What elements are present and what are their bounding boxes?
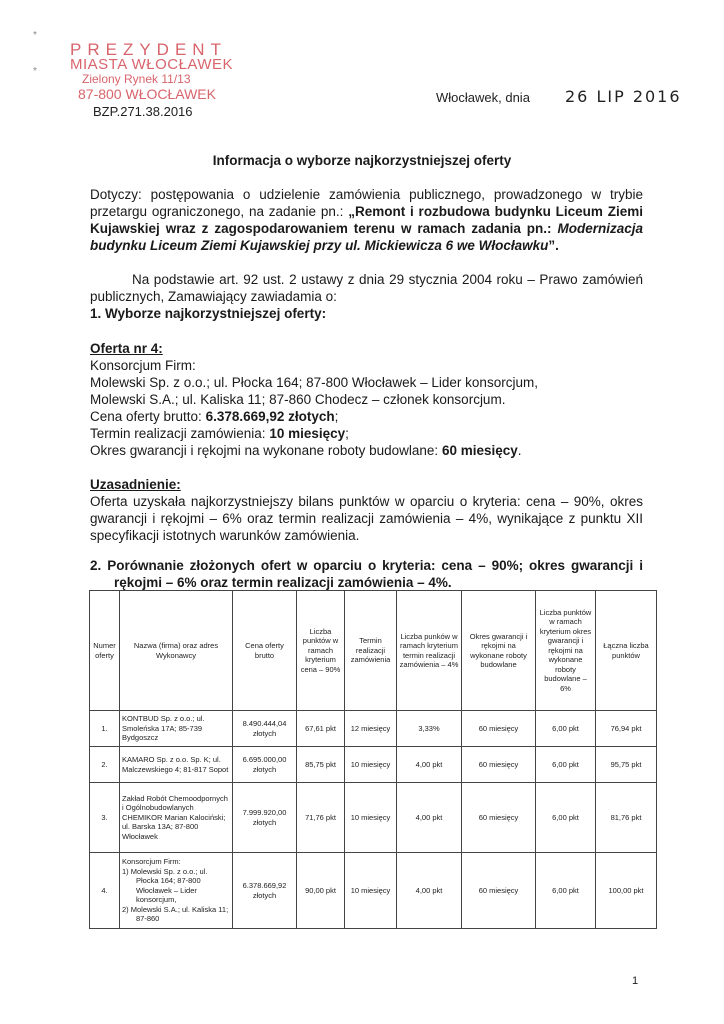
table-header: Liczba punków w ramach kryterium termin realizacji zamówienia – 4% — [397, 591, 462, 711]
mayor-stamp — [70, 42, 233, 102]
table-row — [90, 783, 657, 853]
completion-term: 10 miesięcy — [345, 853, 397, 929]
price-points: 71,76 pkt — [297, 783, 345, 853]
warranty-period: 60 miesięcy — [462, 853, 536, 929]
page-number: 1 — [632, 975, 639, 987]
task-end: ”. — [548, 238, 559, 253]
warranty-period: 60 miesięcy — [462, 783, 536, 853]
term-points: 4,00 pkt — [397, 747, 462, 783]
total-points: 76,94 pkt — [596, 711, 657, 747]
table-row — [90, 747, 657, 783]
offer-number: 2. — [90, 747, 120, 783]
price-label: Cena oferty brutto: — [90, 409, 206, 424]
offer-number: 4. — [90, 853, 120, 929]
table-header: Cena oferty brutto — [233, 591, 297, 711]
offer-price: 8.490.444,04 złotych — [233, 711, 297, 747]
offer-member-2: Molewski S.A.; ul. Kaliska 11; 87-860 Chodecz – członek konsorcjum. — [90, 392, 506, 407]
total-points: 100,00 pkt — [596, 853, 657, 929]
contractor-name: Zakład Robót Chemoodpornych i Ogólnobudowlanych CHEMIKOR Marian Kalociński; ul. Barska 13A; 87-800 Włocławek — [120, 783, 233, 853]
section-1-heading: 1. Wyborze najkorzystniejszej oferty: — [90, 306, 327, 321]
table-header: Liczba punktów w ramach kryterium okres gwarancji i rękojmi na wykonane roboty budowlane – 6% — [536, 591, 596, 711]
warranty-period: 60 miesięcy — [462, 747, 536, 783]
consortium-member-1: 1) Molewski Sp. z o.o.; ul. Płocka 164; 87-800 Włocławek – Lider konsorcjum, — [122, 866, 208, 905]
offer-number: 3. — [90, 783, 120, 853]
scan-mark: * — [33, 66, 37, 77]
price-value: 6.378.669,92 złotych — [205, 409, 335, 424]
table-row — [90, 711, 657, 747]
task-name: „Remont i rozbudowa budynku Liceum Ziemi Kujawskiej wraz z zagospodarowaniem terenu w ramach zadania pn.: — [90, 204, 643, 236]
contractor-name: KAMARO Sp. z o.o. Sp. K; ul. Malczewskiego 4; 81-817 Sopot — [120, 747, 233, 783]
legal-basis: Na podstawie art. 92 ust. 2 ustawy z dnia 29 stycznia 2004 roku – Prawo zamówień publicznych, Zamawiający zawiadamia o: — [90, 272, 643, 304]
price-points: 90,00 pkt — [297, 853, 345, 929]
price-points: 67,61 pkt — [297, 711, 345, 747]
warranty-value: 60 miesięcy — [441, 443, 518, 458]
page-title: Informacja o wyborze najkorzystniejszej oferty — [212, 153, 512, 168]
total-points: 95,75 pkt — [596, 747, 657, 783]
reference-number: BZP.271.38.2016 — [93, 104, 193, 119]
completion-term: 10 miesięcy — [345, 783, 397, 853]
table-header: Liczba punktów w ramach kryterium cena – 90% — [297, 591, 345, 711]
table-header: Numer oferty — [90, 591, 120, 711]
offer-price: 6.695.000,00 złotych — [233, 747, 297, 783]
offer-warranty: Okres gwarancji i rękojmi na wykonane roboty budowlane: 60 miesięcy. — [90, 443, 522, 458]
term-points: 4,00 pkt — [397, 783, 462, 853]
offer-heading: Oferta nr 4: — [90, 341, 163, 356]
section-2-heading: 2. Porównanie złożonych ofert w oparciu o kryteria: cena – 90%; okres gwarancji i rękojmi – 6% oraz termin realizacji zamówienia – 4%. — [90, 558, 643, 590]
offer-price: 7.999.920,00 złotych — [233, 783, 297, 853]
consortium-member-2: 2) Molewski S.A.; ul. Kaliska 11; 87-860 — [122, 904, 229, 924]
warranty-points: 6,00 pkt — [536, 747, 596, 783]
stamp-line: MIASTA WŁOCŁAWEK — [70, 56, 234, 73]
completion-term: 10 miesięcy — [345, 747, 397, 783]
table-header-row — [90, 591, 657, 711]
offer-member-1: Molewski Sp. z o.o.; ul. Płocka 164; 87-800 Włocławek – Lider konsorcjum, — [90, 375, 538, 390]
stamp-line: PREZYDENT — [70, 40, 227, 59]
warranty-points: 6,00 pkt — [536, 711, 596, 747]
term-value: 10 miesięcy — [269, 426, 346, 441]
contractor-name — [120, 853, 233, 929]
term-points: 4,00 pkt — [397, 853, 462, 929]
completion-term: 12 miesięcy — [345, 711, 397, 747]
intro-prefix: Dotyczy: postępowania o udzielenie zamówienia publicznego, prowadzonego w trybie przetargu ograniczonego, na zadanie pn.: — [90, 187, 643, 219]
offer-number: 1. — [90, 711, 120, 747]
table-header: Nazwa (firma) oraz adres Wykonawcy — [120, 591, 233, 711]
task-name-italic: Modernizacja budynku Liceum Ziemi Kujawskiej przy ul. Mickiewicza 6 we Włocławku — [90, 221, 643, 253]
scan-mark: * — [33, 30, 37, 41]
offer-price: Cena oferty brutto: 6.378.669,92 złotych; — [90, 409, 339, 424]
warranty-points: 6,00 pkt — [536, 853, 596, 929]
warranty-label: Okres gwarancji i rękojmi na wykonane roboty budowlane: — [90, 443, 442, 458]
stamp-line: 87-800 WŁOCŁAWEK — [78, 86, 216, 102]
table-header: Termin realizacji zamówienia — [345, 591, 397, 711]
offers-table — [89, 590, 657, 929]
offer-price: 6.378.669,92 złotych — [233, 853, 297, 929]
handwritten-date: 26 LIP 2016 — [565, 87, 682, 106]
stamp-line: Zielony Rynek 11/13 — [82, 72, 191, 86]
table-row — [90, 853, 657, 929]
price-points: 85,75 pkt — [297, 747, 345, 783]
consortium-intro: Konsorcjum Firm: — [122, 857, 181, 867]
term-label: Termin realizacji zamówienia: — [90, 426, 270, 441]
warranty-points: 6,00 pkt — [536, 783, 596, 853]
city-date: Włocławek, dnia — [436, 90, 530, 105]
table-header: Łączna liczba punktów — [596, 591, 657, 711]
warranty-period: 60 miesięcy — [462, 711, 536, 747]
intro-paragraph — [90, 186, 643, 254]
total-points: 81,76 pkt — [596, 783, 657, 853]
table-header: Okres gwarancji i rękojmi na wykonane roboty budowlane — [462, 591, 536, 711]
offer-term: Termin realizacji zamówienia: 10 miesięcy; — [90, 426, 349, 441]
justification-text: Oferta uzyskała najkorzystniejszy bilans punktów w oparciu o kryteria: cena – 90%, okres gwarancji i rękojmi – 6% oraz termin realizacji zamówienia – 4%, wynikające z punktu XII specyfikacji istotnych warunków zamówienia. — [90, 494, 643, 543]
offer-consortium: Konsorcjum Firm: — [90, 358, 196, 373]
term-points: 3,33% — [397, 711, 462, 747]
justification-heading: Uzasadnienie: — [90, 477, 181, 492]
contractor-name: KONTBUD Sp. z o.o.; ul. Smoleńska 17A; 85-739 Bydgoszcz — [120, 711, 233, 747]
